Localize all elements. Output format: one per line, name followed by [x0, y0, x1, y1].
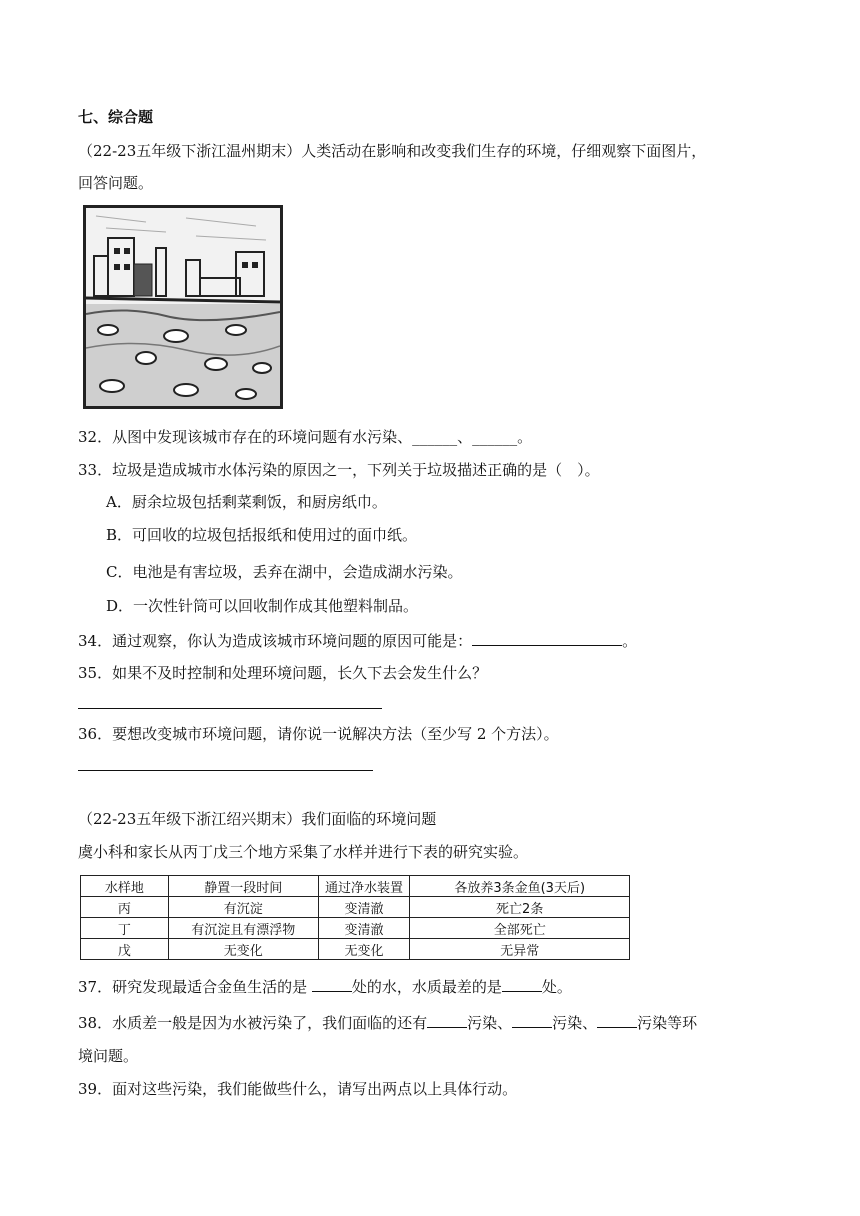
question-33: 33．垃圾是造成城市水体污染的原因之一，下列关于垃圾描述正确的是（ ）。 — [78, 461, 600, 479]
group2-intro-line1: （22-23五年级下浙江绍兴期末）我们面临的环境问题 — [78, 810, 437, 828]
table-header-cell: 通过净水装置 — [318, 876, 410, 897]
table-cell: 全部死亡 — [410, 918, 630, 939]
table-cell: 无变化 — [168, 939, 318, 960]
group2-intro-line2: 虞小科和家长从丙丁戊三个地方采集了水样并进行下表的研究实验。 — [78, 843, 529, 861]
q33-option-a[interactable]: A．厨余垃圾包括剩菜剩饭，和厨房纸巾。 — [106, 493, 387, 511]
table-row — [81, 918, 630, 939]
q33-option-b[interactable]: B．可回收的垃圾包括报纸和使用过的面巾纸。 — [106, 526, 418, 544]
table-cell: 有沉淀 — [168, 897, 318, 918]
table-cell: 有沉淀且有漂浮物 — [168, 918, 318, 939]
table-cell: 丁 — [81, 918, 169, 939]
q34-suffix: 。 — [622, 632, 638, 650]
water-sample-table — [80, 875, 630, 960]
table-header-cell: 各放养3条金鱼(3天后) — [410, 876, 630, 897]
table-cell: 无变化 — [318, 939, 410, 960]
question-32: 32．从图中发现该城市存在的环境问题有水污染、______、______。 — [78, 428, 533, 446]
table-cell: 变清澈 — [318, 918, 410, 939]
table-cell: 死亡2条 — [410, 897, 630, 918]
table-cell: 戊 — [81, 939, 169, 960]
q35-answer-line[interactable] — [78, 708, 382, 709]
table-header-row — [81, 876, 630, 897]
city-pollution-drawing — [86, 208, 280, 406]
q34-answer-blank[interactable] — [472, 631, 622, 646]
q38-blank-2[interactable] — [512, 1013, 552, 1028]
table-header-cell: 静置一段时间 — [168, 876, 318, 897]
question-35: 35．如果不及时控制和处理环境问题，长久下去会发生什么？ — [78, 664, 488, 682]
table-cell: 变清澈 — [318, 897, 410, 918]
table-cell: 无异常 — [410, 939, 630, 960]
group1-intro-line1: （22-23五年级下浙江温州期末）人类活动在影响和改变我们生存的环境，仔细观察下面图片， — [78, 142, 707, 160]
question-36: 36．要想改变城市环境问题，请你说一说解决方法（至少写 2 个方法）。 — [78, 725, 559, 743]
q38-text-d: 污染等环 — [637, 1014, 698, 1032]
question-34 — [78, 630, 637, 651]
q34-prefix: 34．通过观察，你认为造成该城市环境问题的原因可能是： — [78, 632, 473, 650]
question-37 — [78, 976, 572, 997]
q33-option-d[interactable]: D．一次性针筒可以回收制作成其他塑料制品。 — [106, 597, 419, 615]
q37-text-a: 37．研究发现最适合金鱼生活的是 — [78, 978, 312, 996]
table-header-cell: 水样地 — [81, 876, 169, 897]
q38-line2: 境问题。 — [78, 1047, 139, 1065]
q38-blank-1[interactable] — [427, 1013, 467, 1028]
q38-text-b: 污染、 — [467, 1014, 513, 1032]
question-38 — [78, 1012, 697, 1033]
q38-blank-3[interactable] — [597, 1013, 637, 1028]
q38-text-c: 污染、 — [552, 1014, 598, 1032]
section-title: 七、综合题 — [78, 108, 154, 126]
q33-option-c[interactable]: C．电池是有害垃圾，丢弃在湖中，会造成湖水污染。 — [106, 563, 463, 581]
table-cell: 丙 — [81, 897, 169, 918]
table-row — [81, 939, 630, 960]
q37-text-b: 处的水，水质最差的是 — [351, 978, 502, 996]
city-pollution-figure — [83, 205, 283, 409]
q37-blank-best[interactable] — [312, 977, 352, 992]
table-row — [81, 897, 630, 918]
q36-answer-line[interactable] — [78, 770, 373, 771]
q38-text-a: 38．水质差一般是因为水被污染了，我们面临的还有 — [78, 1014, 428, 1032]
group1-intro-line2: 回答问题。 — [78, 174, 154, 192]
q37-text-c: 处。 — [541, 978, 572, 996]
q37-blank-worst[interactable] — [502, 977, 542, 992]
question-39: 39．面对这些污染，我们能做些什么，请写出两点以上具体行动。 — [78, 1080, 518, 1098]
